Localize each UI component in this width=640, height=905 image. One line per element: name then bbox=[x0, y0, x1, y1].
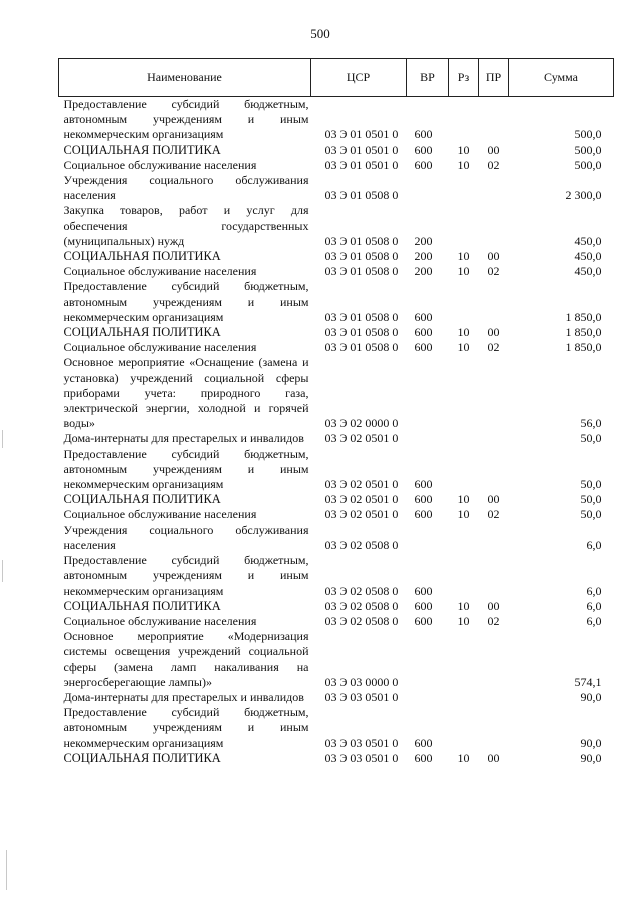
header-name: Наименование bbox=[59, 59, 311, 97]
budget-table bbox=[58, 58, 614, 766]
cell-name: Основное мероприятие «Оснащение (замена и установка) учреждений социальной сферы приборами учета: природного газа, электрической энергии, холодной и горячей воды» bbox=[63, 355, 309, 431]
cell-name: Дома-интернаты для престарелых и инвалидов bbox=[63, 431, 304, 446]
cell-rz: 10 bbox=[457, 264, 470, 279]
table-row bbox=[59, 264, 614, 279]
cell-pr bbox=[479, 97, 509, 143]
cell-sum: 6,0 bbox=[586, 598, 602, 613]
cell-sum: 90,0 bbox=[580, 750, 602, 765]
cell-rz: 10 bbox=[457, 249, 470, 264]
table-row bbox=[59, 629, 614, 690]
cell-name: Социальное обслуживание населения bbox=[63, 507, 257, 522]
cell-name: Социальное обслуживание населения bbox=[63, 264, 257, 279]
cell-csr: 03 Э 03 0501 0 bbox=[324, 735, 399, 750]
table-row bbox=[59, 279, 614, 325]
header-rz: Рз bbox=[449, 59, 479, 97]
cell-sum: 450,0 bbox=[574, 249, 602, 264]
cell-name: Предоставление субсидий бюджетным, автономным учреждениям и иным некоммерческим организациям bbox=[63, 705, 309, 750]
cell-rz bbox=[449, 173, 479, 203]
cell-csr: 03 Э 01 0508 0 bbox=[324, 325, 399, 340]
table-body bbox=[59, 97, 614, 766]
table-row bbox=[59, 690, 614, 705]
cell-name: Основное мероприятие «Модернизация системы освещения учреждений социальной сферы (замена ламп накаливания на энергосберегающие лампы)» bbox=[63, 629, 309, 689]
cell-pr: 02 bbox=[487, 340, 500, 355]
cell-vr: 600 bbox=[414, 613, 433, 628]
table-row bbox=[59, 203, 614, 249]
table-row bbox=[59, 614, 614, 629]
cell-sum: 450,0 bbox=[574, 264, 602, 279]
cell-csr: 03 Э 01 0508 0 bbox=[324, 188, 399, 203]
cell-vr: 600 bbox=[414, 477, 433, 492]
cell-csr: 03 Э 02 0000 0 bbox=[324, 416, 399, 431]
table-row bbox=[59, 447, 614, 493]
cell-name: Социальное обслуживание населения bbox=[63, 157, 257, 172]
cell-vr bbox=[407, 173, 449, 203]
cell-sum: 1 850,0 bbox=[565, 340, 602, 355]
cell-name: СОЦИАЛЬНАЯ ПОЛИТИКА bbox=[63, 142, 221, 157]
cell-sum: 6,0 bbox=[586, 537, 602, 552]
cell-csr: 03 Э 01 0501 0 bbox=[324, 157, 399, 172]
cell-name: Социальное обслуживание населения bbox=[63, 340, 257, 355]
cell-rz: 10 bbox=[457, 325, 470, 340]
cell-pr bbox=[479, 705, 509, 751]
cell-sum: 50,0 bbox=[580, 507, 602, 522]
cell-name: Закупка товаров, работ и услуг для обеспечения государственных (муниципальных) нужд bbox=[63, 203, 309, 248]
cell-vr: 600 bbox=[414, 142, 433, 157]
table-row bbox=[59, 355, 614, 431]
cell-csr: 03 Э 01 0501 0 bbox=[324, 127, 399, 142]
cell-pr: 02 bbox=[487, 507, 500, 522]
cell-rz bbox=[449, 553, 479, 599]
page-number: 500 bbox=[310, 26, 330, 41]
cell-sum: 56,0 bbox=[580, 416, 602, 431]
cell-sum: 50,0 bbox=[580, 492, 602, 507]
cell-sum: 574,1 bbox=[574, 674, 602, 689]
cell-sum: 6,0 bbox=[586, 583, 602, 598]
cell-vr bbox=[407, 690, 449, 705]
cell-sum: 500,0 bbox=[574, 157, 602, 172]
cell-vr: 600 bbox=[414, 325, 433, 340]
cell-pr: 00 bbox=[487, 142, 500, 157]
cell-rz: 10 bbox=[457, 750, 470, 765]
cell-name: СОЦИАЛЬНАЯ ПОЛИТИКА bbox=[63, 492, 221, 507]
cell-vr: 600 bbox=[414, 735, 433, 750]
cell-sum: 90,0 bbox=[580, 689, 602, 704]
budget-table-container bbox=[58, 58, 613, 766]
table-row bbox=[59, 705, 614, 751]
cell-vr bbox=[407, 629, 449, 690]
table-row bbox=[59, 97, 614, 143]
scan-edge-mark bbox=[6, 850, 7, 890]
cell-vr: 600 bbox=[414, 157, 433, 172]
table-row bbox=[59, 553, 614, 599]
cell-rz bbox=[449, 447, 479, 493]
cell-csr: 03 Э 02 0508 0 bbox=[324, 613, 399, 628]
cell-pr: 00 bbox=[487, 492, 500, 507]
cell-pr bbox=[479, 279, 509, 325]
cell-csr: 03 Э 03 0501 0 bbox=[324, 689, 399, 704]
table-row bbox=[59, 249, 614, 264]
cell-rz: 10 bbox=[457, 492, 470, 507]
cell-csr: 03 Э 03 0501 0 bbox=[324, 750, 399, 765]
cell-vr bbox=[407, 431, 449, 446]
cell-csr: 03 Э 02 0508 0 bbox=[324, 583, 399, 598]
cell-rz bbox=[449, 431, 479, 446]
cell-vr bbox=[407, 355, 449, 431]
cell-rz: 10 bbox=[457, 613, 470, 628]
cell-sum: 50,0 bbox=[580, 477, 602, 492]
cell-name: СОЦИАЛЬНАЯ ПОЛИТИКА bbox=[63, 750, 221, 765]
header-vr: ВР bbox=[407, 59, 449, 97]
cell-sum: 450,0 bbox=[574, 233, 602, 248]
cell-rz: 10 bbox=[457, 598, 470, 613]
cell-name: СОЦИАЛЬНАЯ ПОЛИТИКА bbox=[63, 325, 221, 340]
cell-pr bbox=[479, 431, 509, 446]
cell-vr: 600 bbox=[414, 340, 433, 355]
cell-name: Предоставление субсидий бюджетным, автономным учреждениям и иным некоммерческим организациям bbox=[63, 97, 309, 142]
cell-rz: 10 bbox=[457, 507, 470, 522]
cell-name: Учреждения социального обслуживания населения bbox=[63, 173, 309, 203]
header-csr: ЦСР bbox=[311, 59, 407, 97]
cell-csr: 03 Э 01 0508 0 bbox=[324, 340, 399, 355]
cell-name: Социальное обслуживание населения bbox=[63, 613, 257, 628]
table-row bbox=[59, 523, 614, 553]
cell-csr: 03 Э 01 0508 0 bbox=[324, 309, 399, 324]
cell-pr bbox=[479, 173, 509, 203]
header-row bbox=[59, 59, 614, 97]
table-row bbox=[59, 325, 614, 340]
cell-pr bbox=[479, 203, 509, 249]
cell-rz bbox=[449, 97, 479, 143]
cell-csr: 03 Э 03 0000 0 bbox=[324, 674, 399, 689]
cell-pr bbox=[479, 447, 509, 493]
cell-csr: 03 Э 02 0501 0 bbox=[324, 507, 399, 522]
table-row bbox=[59, 599, 614, 614]
table-header bbox=[59, 59, 614, 97]
table-row bbox=[59, 492, 614, 507]
cell-vr: 600 bbox=[414, 309, 433, 324]
cell-pr bbox=[479, 553, 509, 599]
cell-pr bbox=[479, 523, 509, 553]
cell-sum: 90,0 bbox=[580, 735, 602, 750]
table-row bbox=[59, 751, 614, 766]
cell-vr: 600 bbox=[414, 583, 433, 598]
cell-csr: 03 Э 01 0508 0 bbox=[324, 249, 399, 264]
cell-pr: 02 bbox=[487, 157, 500, 172]
cell-rz bbox=[449, 355, 479, 431]
cell-rz: 10 bbox=[457, 157, 470, 172]
cell-sum: 500,0 bbox=[574, 127, 602, 142]
cell-csr: 03 Э 02 0501 0 bbox=[324, 477, 399, 492]
cell-pr: 00 bbox=[487, 325, 500, 340]
cell-vr: 600 bbox=[414, 492, 433, 507]
cell-rz bbox=[449, 690, 479, 705]
cell-vr: 600 bbox=[414, 750, 433, 765]
cell-sum: 6,0 bbox=[586, 613, 602, 628]
cell-csr: 03 Э 02 0501 0 bbox=[324, 492, 399, 507]
cell-rz bbox=[449, 705, 479, 751]
cell-name: Предоставление субсидий бюджетным, автономным учреждениям и иным некоммерческим организациям bbox=[63, 553, 309, 598]
cell-vr bbox=[407, 523, 449, 553]
cell-name: Учреждения социального обслуживания населения bbox=[63, 522, 309, 552]
scan-edge-mark bbox=[2, 430, 3, 448]
table-row bbox=[59, 507, 614, 522]
cell-csr: 03 Э 02 0508 0 bbox=[324, 598, 399, 613]
cell-vr: 200 bbox=[414, 249, 433, 264]
cell-rz bbox=[449, 279, 479, 325]
cell-sum: 50,0 bbox=[580, 431, 602, 446]
table-row bbox=[59, 143, 614, 158]
cell-name: Дома-интернаты для престарелых и инвалидов bbox=[63, 689, 304, 704]
cell-csr: 03 Э 02 0508 0 bbox=[324, 537, 399, 552]
cell-pr: 00 bbox=[487, 598, 500, 613]
scan-edge-mark bbox=[2, 560, 3, 582]
cell-vr: 600 bbox=[414, 127, 433, 142]
header-pr: ПР bbox=[479, 59, 509, 97]
cell-sum: 1 850,0 bbox=[565, 309, 602, 324]
cell-vr: 200 bbox=[414, 233, 433, 248]
cell-csr: 03 Э 01 0508 0 bbox=[324, 264, 399, 279]
cell-csr: 03 Э 01 0501 0 bbox=[324, 142, 399, 157]
table-row bbox=[59, 173, 614, 203]
cell-sum: 2 300,0 bbox=[565, 188, 602, 203]
cell-rz: 10 bbox=[457, 340, 470, 355]
cell-csr: 03 Э 01 0508 0 bbox=[324, 233, 399, 248]
cell-vr: 600 bbox=[414, 507, 433, 522]
cell-rz: 10 bbox=[457, 142, 470, 157]
cell-rz bbox=[449, 203, 479, 249]
cell-name: Предоставление субсидий бюджетным, автономным учреждениям и иным некоммерческим организациям bbox=[63, 279, 309, 324]
table-row bbox=[59, 431, 614, 446]
cell-name: СОЦИАЛЬНАЯ ПОЛИТИКА bbox=[63, 598, 221, 613]
cell-csr: 03 Э 02 0501 0 bbox=[324, 431, 399, 446]
cell-name: СОЦИАЛЬНАЯ ПОЛИТИКА bbox=[63, 249, 221, 264]
cell-vr: 600 bbox=[414, 598, 433, 613]
cell-pr: 02 bbox=[487, 613, 500, 628]
cell-pr bbox=[479, 629, 509, 690]
table-row bbox=[59, 158, 614, 173]
cell-rz bbox=[449, 629, 479, 690]
cell-pr: 00 bbox=[487, 750, 500, 765]
cell-sum: 500,0 bbox=[574, 142, 602, 157]
cell-vr: 200 bbox=[414, 264, 433, 279]
cell-name: Предоставление субсидий бюджетным, автономным учреждениям и иным некоммерческим организациям bbox=[63, 446, 309, 492]
header-sum: Сумма bbox=[509, 59, 614, 97]
cell-pr: 00 bbox=[487, 249, 500, 264]
cell-rz bbox=[449, 523, 479, 553]
table-row bbox=[59, 340, 614, 355]
cell-pr bbox=[479, 355, 509, 431]
cell-sum: 1 850,0 bbox=[565, 325, 602, 340]
cell-pr bbox=[479, 690, 509, 705]
cell-pr: 02 bbox=[487, 264, 500, 279]
